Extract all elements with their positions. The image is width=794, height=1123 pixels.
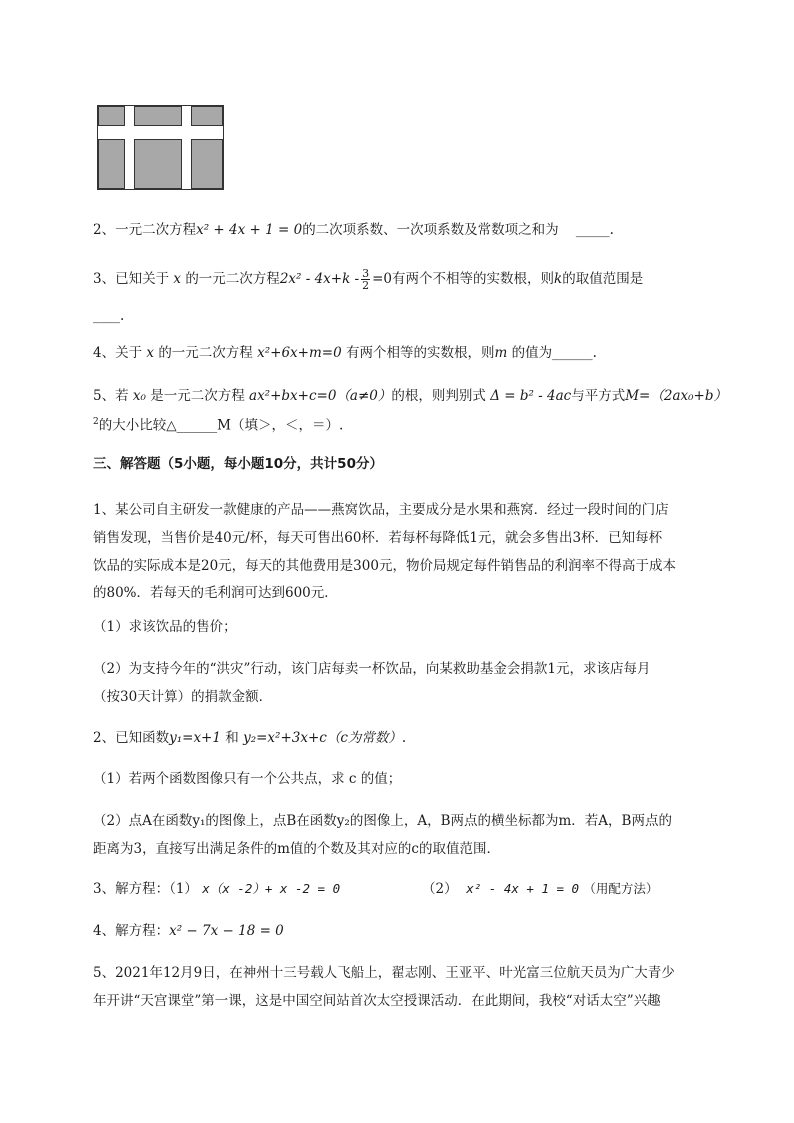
question-2 (93, 220, 614, 240)
question-3-line2 (93, 306, 124, 326)
q5-text-line2: 的大小比较△______M（填＞，＜，＝）. (98, 417, 344, 434)
q3-text-mid: 的一元二次方程 (185, 271, 280, 287)
p2-and: 和 (225, 730, 239, 746)
p2-text: 2、已知函数 (93, 730, 170, 746)
problem-2-sub1: （1）若两个函数图像只有一个公共点，求 c 的值； (93, 771, 402, 787)
q4-text-mid: 的一元二次方程 (158, 345, 253, 361)
q3-text: 3、已知关于 (93, 271, 170, 287)
problem-2 (93, 728, 406, 748)
q2-equation: x² + 4x + 1 = 0 (196, 222, 303, 238)
p3-part2-label: （2） (422, 881, 458, 897)
question-5-line2 (93, 412, 343, 436)
q5-m-expression: M=（2ax₀+b） (625, 388, 727, 404)
figure-cell (134, 139, 182, 189)
rectangle-with-roads-figure (97, 105, 224, 190)
q3-text-suffix: 有两个不相等的实数根，则 (392, 271, 555, 287)
question-4 (93, 343, 597, 363)
q3-frac-den: 2 (362, 279, 370, 292)
problem-3-part2 (422, 879, 658, 899)
problem-1-line1: 1、某公司自主研发一款健康的产品——燕窝饮品，主要成分是水果和燕窝．经过一段时间的门店 (93, 502, 669, 518)
problem-1-line3: 饮品的实际成本是20元，每天的其他费用是300元，物价局规定每件销售品的利润率不得高于成本 (93, 558, 676, 574)
q5-equation: ax²+bx+c=0（a≠0） (249, 388, 392, 404)
q2-text-suffix: 的二次项系数、一次项系数及常数项之和为 (302, 222, 559, 238)
problem-5-line1: 5、2021年12月9日，在神州十三号载人飞船上，翟志刚、王亚平、叶光富三位航天员为广大青少 (93, 965, 675, 981)
problem-1-sub1: （1）求该饮品的售价； (93, 619, 237, 635)
p3-note: （用配方法） (583, 881, 659, 896)
problem-1-sub2-line1: （2）为支持今年的“洪灾”行动，该门店每卖一杯饮品，向某救助基金会捐款1元，求该店每月 (93, 661, 651, 677)
q2-blank: _____. (575, 222, 614, 238)
q5-delta: Δ = b² - 4ac (490, 388, 572, 404)
q3-equation-a: 2x² - 4x+k - (279, 271, 360, 287)
q4-text-end: 的值为______. (511, 345, 597, 361)
q3-var-x: x (173, 271, 182, 287)
q5-x0: x₀ (132, 388, 146, 404)
problem-1-line2: 销售发现，当售价是40元/杯，每天可售出60杯．若每杯每降低1元，就会多售出3杯．已知每杯 (93, 530, 663, 546)
p3-equation-1: x（x -2）+ x -2 = 0 (202, 881, 341, 896)
section-3-heading: 三、解答题（5小题，每小题10分，共计50分） (93, 456, 383, 472)
q4-var-x: x (146, 345, 155, 361)
problem-3 (93, 879, 340, 899)
q3-frac-num: 3 (362, 267, 370, 280)
q3-var-k: k (554, 271, 563, 287)
q4-text-suffix: 有两个相等的实数根，则 (345, 345, 495, 361)
p2-function-y1: y₁=x+1 (169, 730, 221, 746)
q3-fraction (361, 268, 370, 291)
p3-equation-2: x² - 4x + 1 = 0 (466, 881, 580, 896)
q4-equation: x²+6x+m=0 (257, 345, 342, 361)
p4-equation: x² − 7x − 18 = 0 (169, 923, 284, 939)
figure-cell (191, 106, 223, 126)
p2-function-y2: y₂=x²+3x+c（c为常数）. (243, 730, 407, 746)
q4-var-m: m (494, 345, 508, 361)
problem-1-line4: 的80%．若每天的毛利润可达到600元． (93, 585, 338, 601)
q4-text: 4、关于 (93, 345, 143, 361)
figure-cell (134, 106, 182, 126)
q5-exponent: 2 (93, 417, 99, 427)
q2-text: 2、一元二次方程 (93, 222, 197, 238)
p4-text: 4、解方程： (93, 923, 170, 939)
problem-2-sub2-line1: （2）点A在函数y₁的图像上，点B在函数y₂的图像上，A，B两点的横坐标都为m．若A，B两点的 (93, 813, 672, 829)
problem-4 (93, 921, 284, 941)
q3-text-end: 的取值范围是 (562, 271, 644, 287)
figure-cell (191, 139, 223, 189)
figure-cell (98, 139, 125, 189)
question-3 (93, 268, 643, 291)
q3-equation-b: =0 (372, 271, 393, 287)
figure-cell (98, 106, 125, 126)
problem-2-sub2-line2: 距离为3，直接写出满足条件的m值的个数及其对应的c的取值范围． (93, 841, 500, 857)
question-5 (93, 386, 727, 406)
q5-text-mid: 是一元二次方程 (150, 388, 245, 404)
q5-text-mid3: 与平方式 (571, 388, 626, 404)
problem-1-sub2-line2: （按30天计算）的捐款金额． (93, 689, 273, 705)
p3-text: 3、解方程：（1） (93, 881, 198, 897)
q5-text-mid2: 的根，则判别式 (391, 388, 486, 404)
q3-blank: ____. (93, 308, 125, 324)
problem-5-line2: 年开讲“天宫课堂”第一课，这是中国空间站首次太空授课活动．在此期间，我校“对话太空”兴趣 (93, 993, 661, 1009)
q5-text: 5、若 (93, 388, 129, 404)
